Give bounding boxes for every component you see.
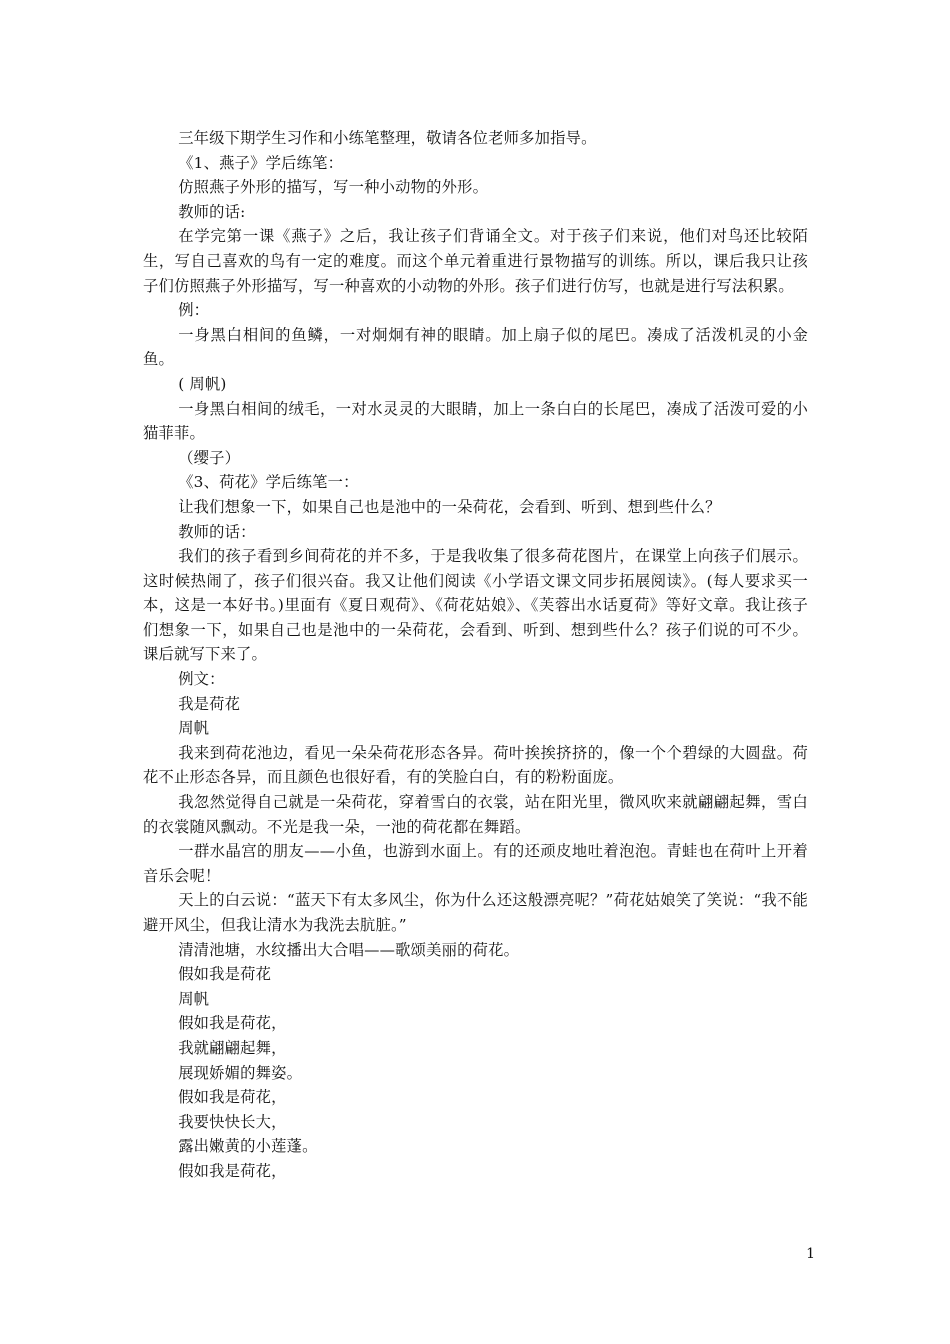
example-text: 一身黑白相间的绒毛，一对水灵灵的大眼睛，加上一条白白的长尾巴，凑成了活泼可爱的小猫菲菲。 [143, 399, 808, 443]
exercise-prompt: 让我们想象一下，如果自己也是池中的一朵荷花，会看到、听到、想到些什么？ [178, 497, 721, 516]
example-label: 例： [178, 301, 210, 320]
section-heading-lotus: 《3、荷花》学后练笔一： [178, 473, 359, 492]
teacher-note-label: 教师的话： [178, 522, 256, 541]
essay-paragraph: 清清池塘，水纹播出大合唱——歌颂美丽的荷花。 [178, 940, 520, 959]
example-text: 一身黑白相间的鱼鳞，一对炯炯有神的眼睛。加上扇子似的尾巴。凑成了活泼机灵的小金鱼。 [143, 325, 808, 369]
essay-paragraph: 一群水晶宫的朋友——小鱼，也游到水面上。有的还顽皮地吐着泡泡。青蛙也在荷叶上开着音乐会呢！ [143, 842, 808, 885]
essay-title: 我是荷花 [178, 694, 241, 713]
teacher-note-label: 教师的话: [178, 202, 246, 221]
intro-line: 三年级下期学生习作和小练笔整理，敬请各位老师多加指导。 [178, 129, 597, 147]
example-label: 例文： [178, 670, 225, 689]
essay-paragraph: 天上的白云说：“蓝天下有太多风尘，你为什么还这般漂亮呢？”荷花姑娘笑了笑说：“我不能避开风尘，但我让清水为我洗去肮脏。” [143, 891, 808, 934]
example-author: （缨子） [178, 448, 241, 467]
exercise-prompt: 仿照燕子外形的描写，写一种小动物的外形。 [178, 178, 489, 197]
poem-title: 假如我是荷花 [178, 965, 272, 984]
document-body [143, 126, 808, 1184]
poem-author: 周帆 [178, 989, 210, 1008]
essay-paragraph: 我忽然觉得自己就是一朵荷花，穿着雪白的衣裳，站在阳光里，微风吹来就翩翩起舞，雪白的衣裳随风飘动。不光是我一朵，一池的荷花都在舞蹈。 [143, 793, 808, 836]
poem-line: 我要快快长大， [178, 1112, 287, 1131]
poem-line: 假如我是荷花， [178, 1088, 287, 1107]
section-heading-swallow: 《1、燕子》学后练笔： [178, 153, 344, 172]
page-number: 1 [806, 1246, 815, 1262]
teacher-note-text: 我们的孩子看到乡间荷花的并不多，于是我收集了很多荷花图片，在课堂上向孩子们展示。这时候热闹了，孩子们很兴奋。我又让他们阅读《小学语文课文同步拓展阅读》。(每人要求买一本，这是一本好书。)里面有《夏日观荷》、《荷花姑娘》、《芙蓉出水话夏荷》等好文章。我让孩子们想象一下，如果自己也是池中的一朵荷花，会看到、听到、想到些什么？孩子们说的可不少。课后就写下来了。 [143, 547, 808, 664]
example-author: ( 周帆) [178, 374, 227, 393]
poem-line: 假如我是荷花， [178, 1014, 287, 1033]
essay-author: 周帆 [178, 719, 210, 738]
poem-line: 展现娇媚的舞姿。 [178, 1063, 303, 1082]
poem-line: 假如我是荷花， [178, 1161, 287, 1180]
poem-line: 我就翩翩起舞， [178, 1038, 287, 1057]
essay-paragraph: 我来到荷花池边，看见一朵朵荷花形态各异。荷叶挨挨挤挤的，像一个个碧绿的大圆盘。荷花不止形态各异，而且颜色也很好看，有的笑脸白白，有的粉粉面庞。 [143, 743, 808, 787]
poem-line: 露出嫩黄的小莲蓬。 [178, 1137, 318, 1156]
teacher-note-text: 在学完第一课《燕子》之后，我让孩子们背诵全文。对于孩子们来说，他们对鸟还比较陌生，写自己喜欢的鸟有一定的难度。而这个单元着重进行景物描写的训练。所以，课后我只让孩子们仿照燕子外形描写，写一种喜欢的小动物的外形。孩子们进行仿写，也就是进行写法积累。 [143, 227, 808, 295]
